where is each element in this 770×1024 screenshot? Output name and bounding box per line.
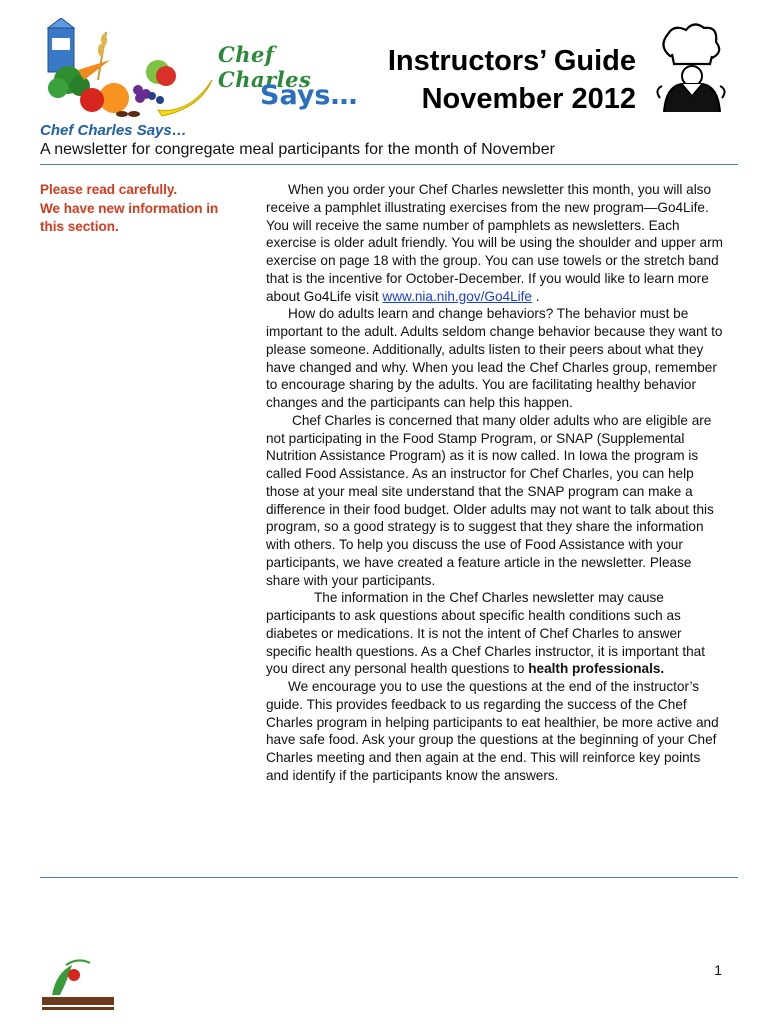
paragraph-snap: Chef Charles is concerned that many older adults who are eligible are not participating in the Food Stamp Program, or SNAP (Supplemental Nutrition Assistance Program) as it is now called. In Iowa the program is called Food Assistance. As an instructor for Chef Charles, you can help those at your meal site understand that the SNAP program can make a difference in their food budget. Older adults may not want to talk about this program, so a good strategy is to suggest that they share the information with others. To help you discuss the use of Food Assistance with your participants, we have created a feature article in the newsletter. Please share with your participants.	[266, 412, 714, 588]
subheader-tagline: A newsletter for congregate meal participants for the month of November	[40, 141, 555, 158]
go4life-link[interactable]: www.nia.nih.gov/Go4Life	[382, 288, 532, 304]
page-number: 1	[714, 962, 722, 978]
paragraph-go4life	[266, 181, 724, 305]
top-divider	[40, 164, 738, 165]
paragraph-feedback-questions: We encourage you to use the questions at the end of the instructor’s guide. This provides feedback to us regarding the success of the Chef Charles program in helping participants to eat healthier, be more active and have safe food. Ask your group the questions at the beginning of your Chef Charles meeting and then again at the end. This will reinforce key points and identify if the participants know the answers.	[266, 679, 719, 783]
paragraph-go4life-end: .	[532, 288, 540, 304]
produce-illustration-icon	[40, 18, 220, 118]
chef-hat-icon	[652, 20, 727, 115]
paragraph-health-questions	[266, 589, 724, 678]
health-professionals-emphasis: health professionals.	[528, 661, 665, 677]
page-title	[388, 42, 636, 118]
subheader	[40, 121, 740, 160]
title-line-1: Instructors’ Guide	[387, 45, 636, 77]
chef-charles-logo	[40, 18, 358, 118]
iowa-nutrition-network-logo	[38, 955, 118, 1015]
important-note	[40, 181, 255, 237]
subheader-title: Chef Charles Says…	[40, 122, 187, 139]
logo-line-1: Chef Charles	[218, 42, 312, 92]
bottom-divider	[40, 877, 738, 878]
paragraph-health-questions-text: The information in the Chef Charles newsletter may cause participants to ask questions about specific health conditions such as diabetes or medications. It is not the intent of Chef Charles to answer specific health questions. As a Chef Charles instructor, it is important that you direct any personal health questions to	[266, 590, 705, 677]
note-line-3: this section.	[40, 219, 119, 234]
paragraph-adult-learning: How do adults learn and change behaviors? The behavior must be important to the adult. Adults seldom change behavior because they want to please someone. Additionally, adults listen to their peers about what they have changed and why. When you lead the Chef Charles group, remember to encourage sharing by the adults. You are facilitating healthy behavior changes and the participants can help this happen.	[266, 306, 723, 410]
title-line-2: November 2012	[421, 83, 636, 115]
note-line-1: Please read carefully.	[40, 182, 178, 197]
paragraph-go4life-text: When you order your Chef Charles newsletter this month, you will also receive a pamphlet illustrating exercises from the new program—Go4Life. You will receive the same number of pamphlets as newsletters. Each exercise is older adult friendly. You will be using the shoulder and upper arm exercise on page 18 with the group. You can use towels or the stretch band that is the incentive for October-December. If you would like to learn more about Go4Life visit	[266, 182, 723, 304]
note-line-2: We have new information in	[40, 200, 219, 216]
logo-line-2: Says…	[260, 80, 358, 111]
guide-body	[266, 181, 724, 785]
